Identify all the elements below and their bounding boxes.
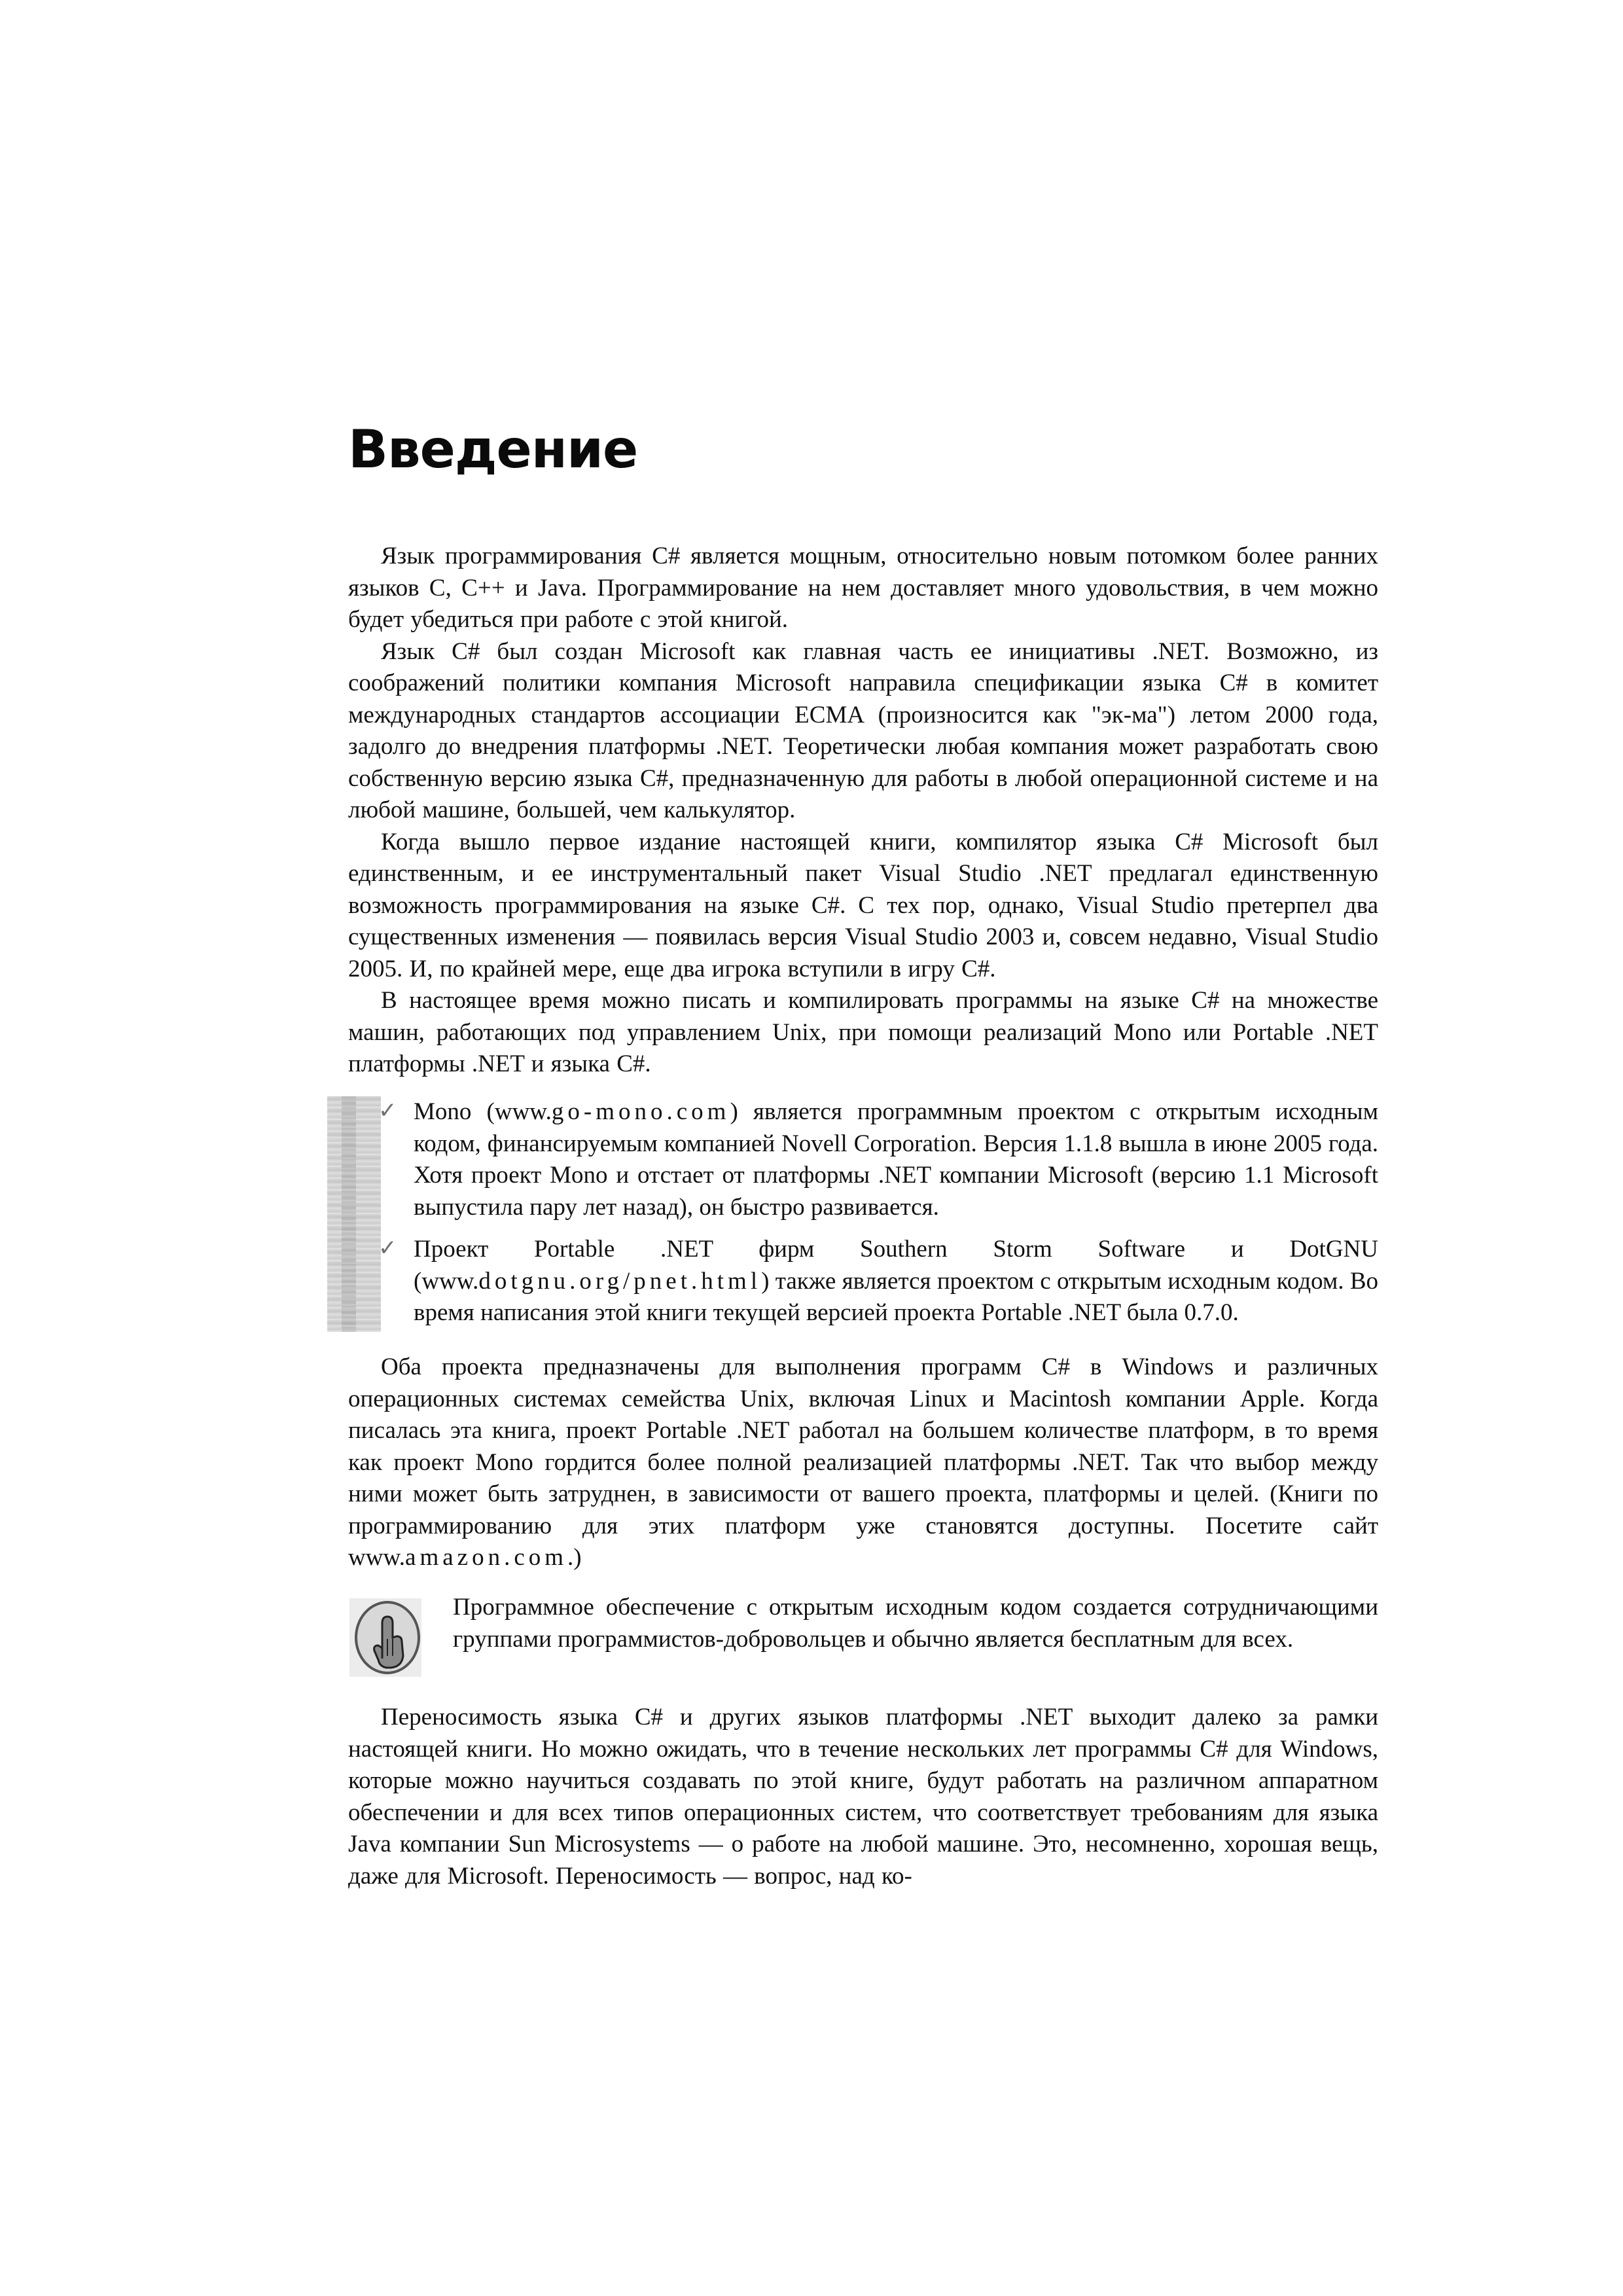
portability-section [348,1702,1378,1892]
list-item-text-before: Mono (www. [414,1098,552,1125]
note-box [348,1592,1378,1696]
body-paragraph: Переносимость языка C# и других языков платформы .NET выходит далеко за рамки настоящей книги. Но можно ожидать, что в течение нескольких лет программы C# для Windows, которые можно научиться создавать по этой книге, будут работать на различном аппаратном обеспечении и для всех типов операционных систем, что соответствует требованиям для языка Java компании Sun Microsystems — о работе на любой машине. Это, несомненно, хорошая вещь, даже для Microsoft. Переносимость — вопрос, над ко- [348,1704,1378,1890]
url-text: dotgnu.org/pnet.html [478,1267,762,1295]
chapter-title: Введение [348,419,638,480]
list-item-text [414,1234,1378,1329]
url-text: amazon.com [405,1544,568,1571]
intro-paragraph: Когда вышло первое издание настоящей книги, компилятор языка C# Microsoft был единственным, и ее инструментальный пакет Visual Studio .NET предлагал единственную возможность программирования на языке C#. С тех пор, однако, Visual Studio претерпел два существенных изменения — появилась версия Visual Studio 2003 и, совсем недавно, Visual Studio 2005. И, по крайней мере, еще два игрока вступили в игру C#. [348,828,1378,982]
intro-section [348,541,1378,1081]
list-item-text-before: Проект Portable .NET фирм Southern Storm Software и DotGNU (www. [414,1236,1378,1295]
body-paragraph [348,1352,1378,1574]
paragraph-text-after: .) [567,1544,582,1571]
paragraph-text-before: Оба проекта предназначены для выполнения программ C# в Windows и различных операционных системах семейства Unix, включая Linux и Macintosh компании Apple. Когда писалась эта книга, проект Portable .NET работал на большем количестве платформ, в то время как проект Mono гордится более полной реализацией платформы .NET. Так что выбор между ними может быть затруднен, в зависимости от вашего проекта, платформы и целей. (Книги по программированию для этих платформ уже становятся доступны. Посетите сайт www. [348,1354,1378,1571]
pointing-hand-icon [349,1598,421,1677]
bullet-list [327,1096,1378,1332]
list-item-text [414,1096,1378,1223]
checkmark-icon: ✓ [378,1098,397,1124]
intro-paragraph: Язык C# был создан Microsoft как главная часть ее инициативы .NET. Возможно, из соображений политики компания Microsoft направила спецификации языка C# в комитет международных стандартов ассоциации ECMA (произносится как "эк-ма") летом 2000 года, задолго до внедрения платформы .NET. Теоретически любая компания может разработать свою собственную версию языка C#, предназначенную для работы в любой операционной системе и на любой машине, большей, чем калькулятор. [348,637,1378,823]
intro-paragraph: В настоящее время можно писать и компилировать программы на языке C# на множестве машин, работающих под управлением Unix, при помощи реализаций Mono или Portable .NET платформы .NET и языка C#. [348,987,1378,1077]
note-text: Программное обеспечение с открытым исходным кодом создается сотрудничающими группами программистов-добровольцев и обычно является бесплатным для всех. [453,1594,1378,1653]
url-text: go-mono.com [551,1098,730,1125]
checkmark-icon: ✓ [378,1235,397,1261]
list-item-text-after: ) является программным проектом с открытым исходным кодом, финансируемым компанией Novell Corporation. Версия 1.1.8 вышла в июне 2005 года. Хотя проект Mono и отстает от платформы .NET компании Microsoft (версию 1.1 Microsoft выпустила пару лет назад), он быстро развивается. [414,1098,1378,1221]
intro-paragraph: Язык программирования C# является мощным, относительно новым потомком более ранних языков C, C++ и Java. Программирование на нем доставляет много удовольствия, в чем можно будет убедиться при работе с этой книгой. [348,543,1378,633]
list-item-text-after: ) также является проектом с открытым исходным кодом. Во время написания этой книги текущей версией проекта Portable .NET была 0.7.0. [414,1267,1378,1326]
platforms-section [348,1352,1378,1574]
bullet-decoration-bar [327,1096,381,1332]
